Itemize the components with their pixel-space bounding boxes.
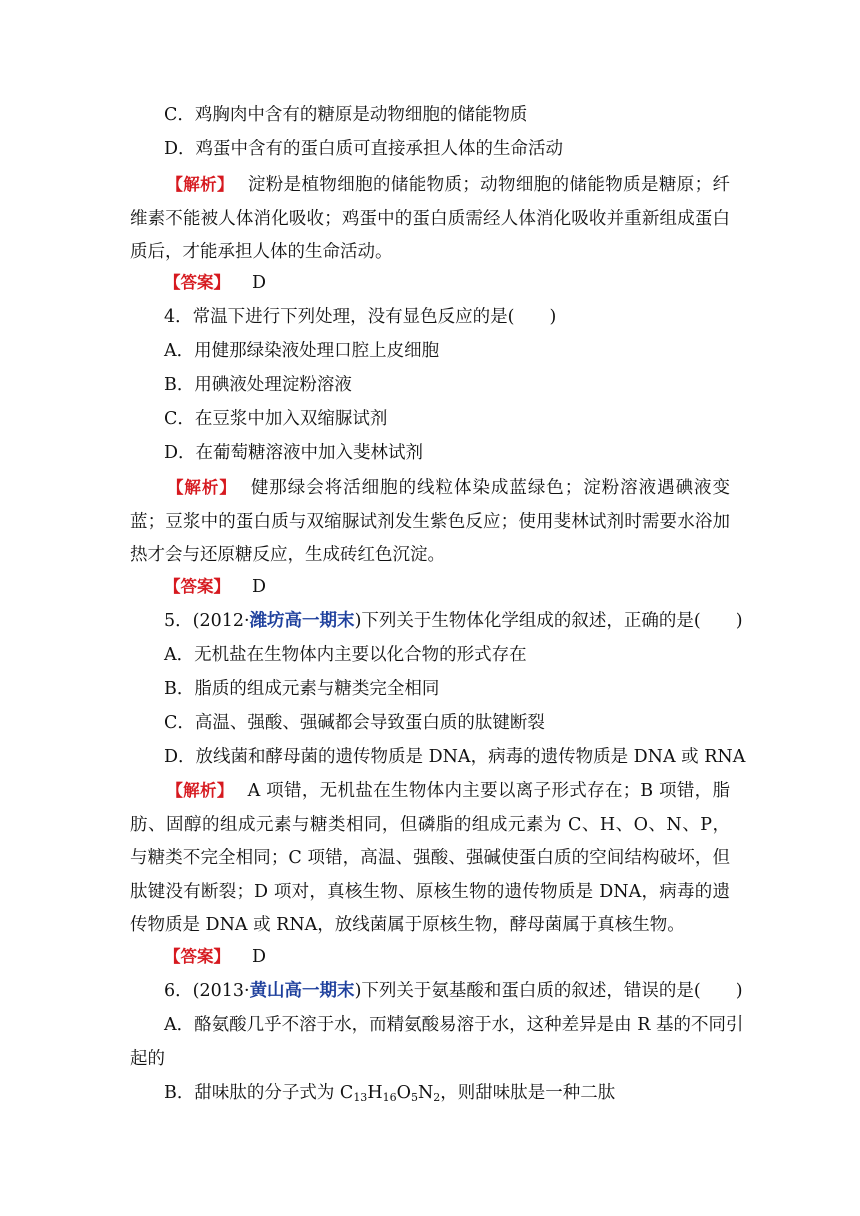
q4-answer-value: D — [252, 577, 267, 597]
q4-option-a: A．用健那绿染液处理口腔上皮细胞 — [164, 341, 440, 361]
q6-stem — [164, 980, 860, 1002]
q4-stem: 4．常温下进行下列处理，没有显色反应的是( ) — [164, 307, 557, 327]
answer-tag: 【答案】 — [164, 577, 230, 596]
formula-h-count: 16 — [382, 1091, 397, 1104]
q5-source: 潍坊高一期末 — [249, 611, 355, 631]
q6-source: 黄山高一期末 — [249, 981, 355, 1001]
q3-analysis — [130, 168, 730, 270]
q3-option-d: D．鸡蛋中含有的蛋白质可直接承担人体的生命活动 — [164, 139, 564, 159]
q5-option-b: B．脂质的组成元素与糖类完全相同 — [164, 679, 440, 699]
q5-stem — [164, 610, 860, 632]
q5-answer-value: D — [252, 947, 267, 967]
answer-tag: 【答案】 — [164, 273, 230, 292]
formula-h-symbol: H — [367, 1083, 383, 1103]
answer-tag: 【答案】 — [164, 947, 230, 966]
q5-stem-prefix: 5．(2012· — [164, 611, 250, 631]
analysis-tag: 【解析】 — [166, 478, 237, 497]
q4-answer — [164, 576, 860, 598]
q6-option-b-prefix: B．甜味肽的分子式为 C — [164, 1083, 354, 1103]
q4-option-b: B．用碘液处理淀粉溶液 — [164, 375, 352, 395]
q5-analysis — [130, 774, 730, 943]
q5-option-d: D．放线菌和酵母菌的遗传物质是 DNA，病毒的遗传物质是 DNA 或 RNA — [164, 747, 746, 767]
q5-stem-suffix: )下列关于生物体化学组成的叙述，正确的是( ) — [354, 611, 743, 631]
formula-o-count: 5 — [410, 1091, 418, 1104]
formula-n-symbol: N — [417, 1083, 434, 1103]
q6-option-a-line1: A．酪氨酸几乎不溶于水，而精氨酸易溶于水，这种差异是由 R 基的不同引 — [164, 1015, 744, 1035]
q4-option-c: C．在豆浆中加入双缩脲试剂 — [164, 409, 388, 429]
q6-option-a-line2: 起的 — [130, 1049, 165, 1069]
q6-option-b — [164, 1082, 860, 1104]
q5-analysis-text: A 项错，无机盐在生物体内主要以离子形式存在；B 项错，脂肪、固醇的组成元素与糖类相同，但磷脂的组成元素为 C、H、O、N、P，与糖类不完全相同；C 项错，高温、强酸、强碱使蛋白质的空间结构破坏，但肽键没有断裂；D 项对，真核生物、原核生物的遗传物质是 DNA，病毒的遗传物质是 DNA 或 RNA，放线菌属于原核生物，酵母菌属于真核生物。 — [130, 781, 731, 935]
q3-answer-value: D — [252, 273, 267, 293]
formula-o-symbol: O — [396, 1083, 411, 1103]
q6-stem-suffix: )下列关于氨基酸和蛋白质的叙述，错误的是( ) — [354, 981, 743, 1001]
q3-answer — [164, 272, 860, 294]
q4-option-d: D．在葡萄糖溶液中加入斐林试剂 — [164, 443, 424, 463]
q3-option-c: C．鸡胸肉中含有的糖原是动物细胞的储能物质 — [164, 105, 528, 125]
q4-analysis-text: 健那绿会将活细胞的线粒体染成蓝绿色；淀粉溶液遇碘液变蓝；豆浆中的蛋白质与双缩脲试剂发生紫色反应；使用斐林试剂时需要水浴加热才会与还原糖反应，生成砖红色沉淀。 — [130, 478, 731, 565]
q5-answer — [164, 946, 860, 968]
q6-stem-prefix: 6．(2013· — [164, 981, 250, 1001]
q4-analysis — [130, 471, 730, 573]
formula-c-count: 13 — [353, 1091, 368, 1104]
q5-option-a: A．无机盐在生物体内主要以化合物的形式存在 — [164, 645, 527, 665]
q3-analysis-text: 淀粉是植物细胞的储能物质；动物细胞的储能物质是糖原；纤维素不能被人体消化吸收；鸡蛋中的蛋白质需经人体消化吸收并重新组成蛋白质后，才能承担人体的生命活动。 — [130, 175, 731, 262]
formula-n-count: 2 — [433, 1091, 441, 1104]
analysis-tag: 【解析】 — [166, 781, 234, 800]
q5-option-c: C．高温、强酸、强碱都会导致蛋白质的肽键断裂 — [164, 713, 545, 733]
analysis-tag: 【解析】 — [166, 175, 234, 194]
q6-option-b-suffix: ，则甜味肽是一种二肽 — [440, 1083, 616, 1103]
